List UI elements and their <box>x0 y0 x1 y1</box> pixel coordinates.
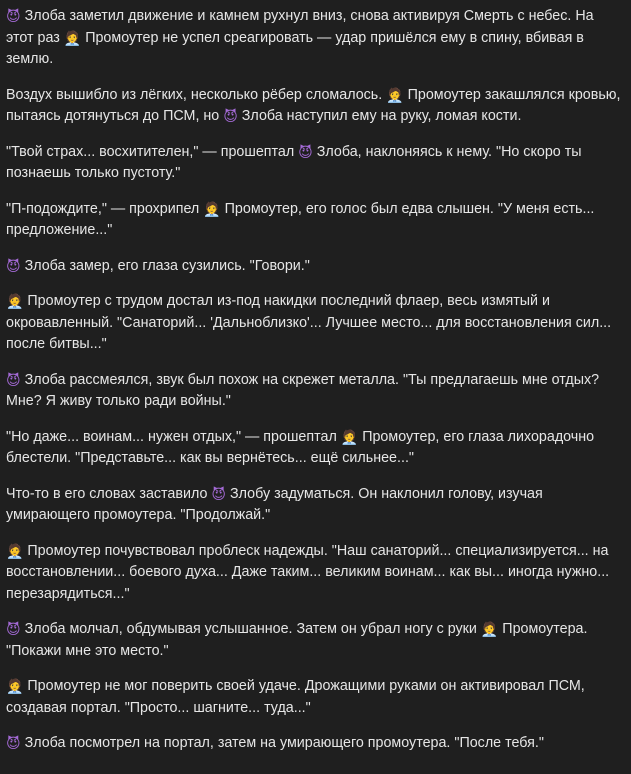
paragraph-text: Промоутер, его глаза лихорадочно блестели. "Представьте... как вы вернётесь... ещё сильнее..." <box>6 428 595 466</box>
paragraph-text: "Но даже... воинам... нужен отдых," — прошептал <box>6 428 341 445</box>
paragraph-text: Злоба замер, его глаза сузились. "Говори." <box>20 257 310 274</box>
devil-face-icon: 😈 <box>211 486 227 503</box>
paragraph-text: Злоба заметил движение и камнем рухнул вниз, снова активируя Смерть с небес. На этот раз <box>6 8 594 46</box>
story-paragraph <box>6 676 623 719</box>
story-paragraph <box>6 733 623 755</box>
story-paragraph <box>6 619 623 662</box>
paragraph-text: Промоутер закашлялся кровью, пытаясь дотянуться до ПСМ, но <box>6 86 621 124</box>
devil-face-icon: 😈 <box>6 258 21 275</box>
story-paragraph <box>6 370 623 413</box>
story-paragraph <box>6 6 623 71</box>
paragraph-text: Воздух вышибло из лёгких, несколько рёбер сломалось. <box>6 86 387 103</box>
paragraph-text: Злоба молчал, обдумывая услышанное. Затем он убрал ногу с руки <box>20 621 481 637</box>
devil-face-icon: 😈 <box>6 372 21 389</box>
devil-face-icon: 😈 <box>6 9 21 25</box>
office-worker-icon: 🧑‍💼 <box>480 622 499 638</box>
story-paragraph <box>6 291 623 356</box>
office-worker-icon: 🧑‍💼 <box>63 30 82 47</box>
paragraph-text: Злобу задуматься. Он наклонил голову, изучая умирающего промоутера. "Продолжай." <box>6 485 543 523</box>
paragraph-text: Злоба рассмеялся, звук был похож на скрежет металла. "Ты предлагаешь мне отдых? Мне? Я живу только ради войны." <box>6 371 600 409</box>
paragraph-text: Что-то в его словах заставило <box>6 485 212 502</box>
devil-face-icon: 😈 <box>298 144 313 161</box>
devil-face-icon: 😈 <box>6 622 21 638</box>
office-worker-icon: 🧑‍💼 <box>6 294 24 310</box>
paragraph-text: Промоутер не мог поверить своей удаче. Дрожащими руками он активировал ПСМ, создавая портал. "Просто... шагните... туда..." <box>6 678 585 716</box>
office-worker-icon: 🧑‍💼 <box>6 543 24 560</box>
office-worker-icon: 🧑‍💼 <box>386 87 404 104</box>
paragraph-text: "П-подождите," — прохрипел <box>6 200 204 217</box>
paragraph-text: "Твой страх... восхитителен," — прошептал <box>6 143 299 160</box>
office-worker-icon: 🧑‍💼 <box>203 201 221 218</box>
office-worker-icon: 🧑‍💼 <box>6 679 24 695</box>
story-paragraph <box>6 256 623 278</box>
story-paragraph <box>6 199 623 242</box>
paragraph-text: Промоутер, его голос был едва слышен. "У меня есть... предложение..." <box>6 200 595 238</box>
story-paragraph <box>6 541 623 606</box>
devil-face-icon: 😈 <box>223 109 238 125</box>
story-paragraph <box>6 85 623 128</box>
paragraph-text: Злоба наступил ему на руку, ломая кости. <box>237 108 522 124</box>
paragraph-text: Злоба, наклоняясь к нему. "Но скоро ты познаешь только пустоту." <box>6 143 582 181</box>
story-paragraph <box>6 484 623 527</box>
devil-face-icon: 😈 <box>6 736 21 752</box>
story-paragraph <box>6 427 623 470</box>
paragraph-text: Злоба посмотрел на портал, затем на умирающего промоутера. "После тебя." <box>20 735 544 751</box>
paragraph-text: Промоутера. "Покажи мне это место." <box>6 621 588 659</box>
office-worker-icon: 🧑‍💼 <box>340 429 359 446</box>
paragraph-text: Промоутер не успел среагировать — удар пришёлся ему в спину, вбивая в землю. <box>6 29 584 67</box>
story-paragraph <box>6 142 623 185</box>
paragraph-text: Промоутер почувствовал проблеск надежды. "Наш санаторий... специализируется... на восстановлении... боевого духа... Даже таким... великим воинам... как вы... иногда нужно... перезарядиться..." <box>6 542 610 602</box>
paragraph-text: Промоутер с трудом достал из-под накидки последний флаер, весь измятый и окровавленный. "Санаторий... 'Дальноблизко'... Лучшее место... для восстановления сил... после битвы..." <box>6 293 612 352</box>
